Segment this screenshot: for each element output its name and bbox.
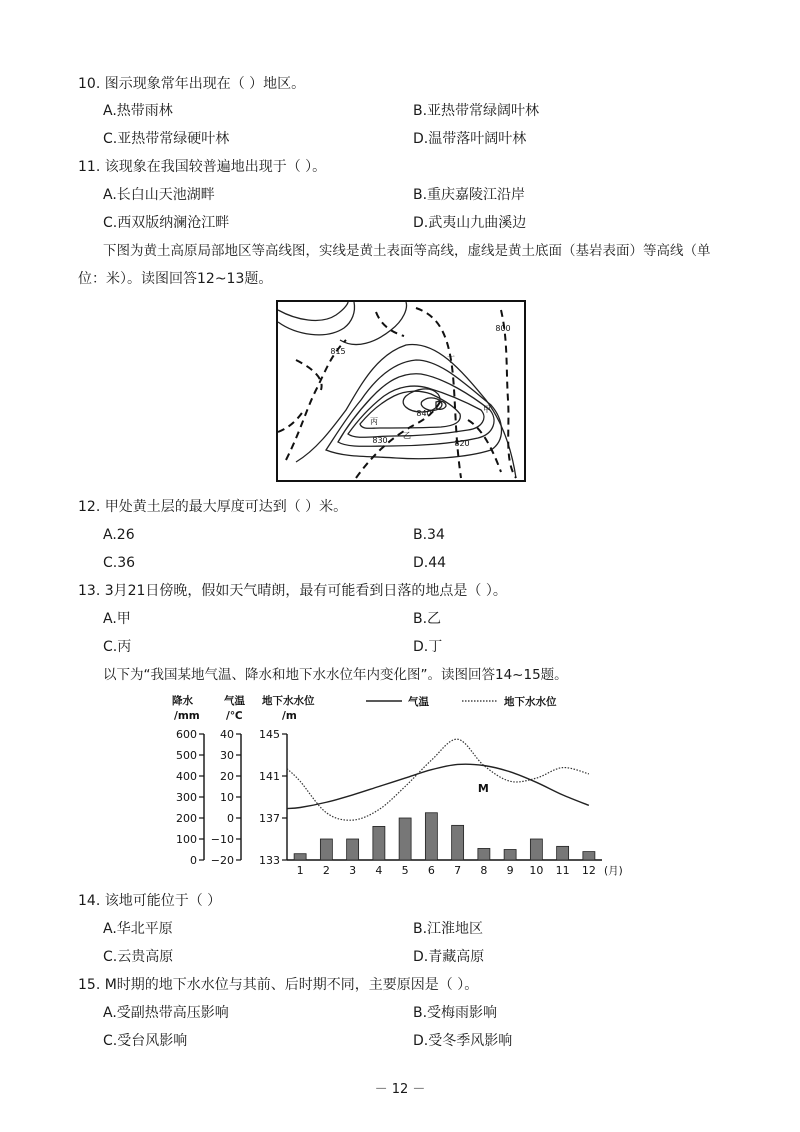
contour-label-830: 830 [372,436,388,445]
q12-option-b: B.34 [413,527,445,543]
water-tick-label: 137 [259,812,280,825]
q11-option-c: C.西双版纳澜沧江畔 [103,215,230,231]
q10-option-b: B.亚热带常绿阔叶林 [413,103,540,119]
q14-option-c: C.云贵高原 [103,949,174,965]
x-axis-unit: (月) [604,865,623,877]
q13-option-d: D.丁 [413,639,443,655]
q12-stem: 12. 甲处黄土层的最大厚度可达到（ ）米。 [78,499,348,515]
water-axis-unit: /m [282,710,297,722]
month-label: 5 [401,864,409,877]
legend-water: 地下水水位 [504,696,557,708]
precip-bar [373,826,385,860]
precip-axis-title: 降水 [172,695,193,707]
q15-option-c: C.受台风影响 [103,1033,188,1049]
water-tick-label: 145 [259,728,280,741]
intro-14-15: 以下为“我国某地气温、降水和地下水水位年内变化图”。读图回答14~15题。 [103,667,568,683]
precip-bar [347,839,359,860]
month-label: 11 [555,864,570,877]
month-label: 3 [349,864,357,877]
contour-map [276,300,526,482]
point-jia: 甲 [483,405,491,414]
precip-tick-label: 100 [176,833,197,846]
temp-axis-title: 气温 [224,695,245,707]
contour-label-840: 840 [416,409,432,418]
q14-stem: 14. 该地可能位于（ ） [78,893,222,909]
temp-tick-label: 10 [220,791,234,804]
q11-option-a: A.长白山天池湖畔 [103,187,215,203]
temp-tick-label: 0 [227,812,234,825]
precip-bar [320,839,332,860]
precip-bar [530,839,542,860]
temp-tick-label: −10 [210,833,234,846]
q14-option-d: D.青藏高原 [413,949,485,965]
month-label: 9 [506,864,514,877]
q10-option-c: C.亚热带常绿硬叶林 [103,131,230,147]
annotation-m: M [477,781,489,795]
precip-tick-label: 400 [176,770,197,783]
q10-stem: 10. 图示现象常年出现在（ ）地区。 [78,76,306,92]
q13-option-c: C.丙 [103,639,132,655]
legend-temp: 气温 [408,696,429,708]
q10-option-d: D.温带落叶阔叶林 [413,131,527,147]
month-label: 6 [427,864,435,877]
q15-stem: 15. M时期的地下水水位与其前、后时期不同，主要原因是（ ）。 [78,977,479,993]
precip-bar [478,848,490,860]
climate-chart [170,690,630,880]
month-label: 4 [375,864,383,877]
q14-option-b: B.江淮地区 [413,921,484,937]
q14-option-a: A.华北平原 [103,921,173,937]
q12-option-a: A.26 [103,527,135,543]
precip-bar [583,852,595,860]
climate-chart-figure [170,690,630,884]
contour-label-815: 815 [330,347,346,356]
temp-tick-label: 20 [220,770,234,783]
q11-option-d: D.武夷山九曲溪边 [413,215,527,231]
water-axis-title: 地下水水位 [262,695,315,707]
intro-12-13-line2: 位：米）。读图回答12~13题。 [78,271,273,287]
precip-tick-label: 0 [190,854,197,867]
q11-option-b: B.重庆嘉陵江沿岸 [413,187,526,203]
q13-option-b: B.乙 [413,611,442,627]
temp-tick-label: −20 [210,854,234,867]
q13-option-a: A.甲 [103,611,131,627]
point-bing: 丙 [370,417,378,426]
intro-12-13-line1: 下图为黄土高原局部地区等高线图，实线是黄土表面等高线，虚线是黄土底面（基岩表面）等高线（单 [103,243,711,259]
q15-option-b: B.受梅雨影响 [413,1005,498,1021]
q15-option-d: D.受冬季风影响 [413,1033,513,1049]
month-label: 8 [480,864,488,877]
q15-option-a: A.受副热带高压影响 [103,1005,229,1021]
precip-bar [504,850,516,861]
precip-axis-unit: /mm [174,710,200,722]
precip-bar [452,825,464,860]
temperature-line [287,764,589,808]
temp-tick-label: 30 [220,749,234,762]
month-label: 1 [296,864,304,877]
water-tick-label: 141 [259,770,280,783]
point-yi: 乙 [403,431,411,440]
precip-tick-label: 300 [176,791,197,804]
contour-label-820: 820 [454,439,470,448]
month-label: 10 [529,864,544,877]
precip-tick-label: 200 [176,812,197,825]
q12-option-d: D.44 [413,555,447,571]
precip-bar [294,854,306,860]
precip-tick-label: 500 [176,749,197,762]
precip-bar [557,846,569,860]
q10-option-a: A.热带雨林 [103,103,173,119]
precip-bar [425,813,437,860]
point-ding: 丁 [447,355,455,364]
q11-stem: 11. 该现象在我国较普遍地出现于（ ）。 [78,159,327,175]
month-label: 12 [581,864,596,877]
temp-tick-label: 40 [220,728,234,741]
q12-option-c: C.36 [103,555,136,571]
temp-axis-unit: /℃ [226,710,243,722]
chart-legend [366,695,557,708]
month-label: 7 [454,864,462,877]
contour-map-figure [276,300,526,486]
groundwater-line [287,739,589,820]
contour-label-800: 800 [495,324,511,333]
water-tick-label: 133 [259,854,280,867]
page-number: － 12 － [374,1082,426,1097]
q13-stem: 13. 3月21日傍晚，假如天气晴朗，最有可能看到日落的地点是（ ）。 [78,583,507,599]
month-label: 2 [322,864,330,877]
precip-bar [399,818,411,860]
precip-tick-label: 600 [176,728,197,741]
